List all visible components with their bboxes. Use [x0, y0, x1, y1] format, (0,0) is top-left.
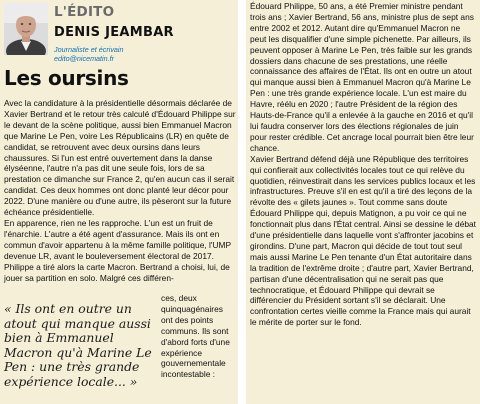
paragraph: Édouard Philippe, 50 ans, a été Premier ministre pendant trois ans ; Xavier Bertrand, 56 ans, ministre plus de sept ans entre 2002 et 2012. Autant dire qu'Emmanuel Macron ne peut les disqualifier d'une simple pichenette. Par ailleurs, ils peuvent opposer à Marine Le Pen, très faible sur les grands dossiers dans chacune de ses prestations, une réelle connaissance des affaires de l'État. Ils ont en outre un atout qui manque aussi bien à Emmanuel Macron qu'à Marine Le Pen : une très grande expérience locale. L'un est maire du Havre, réélu en 2020 ; l'autre Président de la région des Hauts-de-France qu'il a enlevée à la gauche en 2016 et qu'il lui faudra conserver lors des élections régionales de juin pour rester crédible. Cet ancrage local pourrait bien être leur chance. [250, 1, 474, 153]
author-portrait-icon [4, 3, 48, 55]
article-body-narrow: ces, deux quinquagénaires ont des points communs. Ils sont d'abord forts d'une expérience gouvernementale incontestable : [161, 293, 230, 380]
editorial-right-column [246, 0, 480, 404]
paragraph: Xavier Bertrand défend déjà une République des territoires qui confierait aux collectivités locales tout ce qui relève du quotidien, réinvestirait dans les services publics locaux et les infrastructures. Preuve s'il en est qu'il a tiré des leçons de la révolte des « gilets jaunes ». Tout comme sans doute Édouard Philippe qui, depuis Matignon, a pu voir ce qui ne fonctionnait plus dans l'État central. Ainsi se dessine le débat d'une présidentielle dans laquelle vont s'affronter jacobins et girondins. D'une part, Macron qui décide de tout tout seul mais aussi Marine Le Pen tenante d'un État autoritaire dans la tradition de l'extrême droite ; d'autre part, Xavier Bertrand, partisan d'une décentralisation qui ne serait pas que technocratique, et Édouard Philippe qui devrait se différencier du Président sortant s'il se déclarait. Une confrontation certes vieille comme la France mais qui aurait le mérite de porter sur le fond. [250, 153, 477, 328]
article-body-continued [250, 1, 477, 328]
author-photo [4, 3, 48, 55]
column-gutter [238, 0, 246, 404]
article-headline: Les oursins [4, 66, 129, 90]
editorial-left-column [0, 0, 238, 404]
author-email-link[interactable]: edito@nicematin.fr [54, 54, 115, 63]
section-label: L'ÉDITO [54, 4, 115, 20]
article-body-lead [4, 98, 236, 283]
author-name: DENIS JEAMBAR [54, 25, 174, 40]
pull-quote: « Ils ont en outre un atout qui manque aussi bien à Emmanuel Macron qu'à Marine Le Pen : une très grande expérience locale... » [4, 301, 152, 389]
paragraph: En apparence, rien ne les rapproche. L'un est un fruit de l'énarchie. L'autre a été agent d'assurance. Mais ils ont en commun d'avoir appartenu à la même famille politique, l'UMP devenue LR, avant le bouleversement électoral de 2017. Philippe a tiré alors la carte Macron. Bertrand a choisi, lui, de jouer sa partition en solo. Malgré ces différen- [4, 217, 231, 283]
author-role: Journaliste et écrivain [54, 45, 124, 54]
paragraph: Avec la candidature à la présidentielle désormais déclarée de Xavier Bertrand et le retour très calculé d'Édouard Philippe sur le devant de la scène politique, aussi bien Emmanuel Macron que Marine Le Pen, voire Les Républicains (LR) en quête de candidat, se retrouvent avec deux oursins dans leurs chaussures. Si l'un est entré ouvertement dans la danse élyséenne, l'autre n'a pas dit une seule fois, lors de sa prestation ce dimanche sur France 2, qu'en aucun cas il serait candidat. Ces deux hommes ont donc planté leur décor pour 2022. D'une manière ou d'une autre, ils pèseront sur la future échéance présidentielle. [4, 98, 236, 218]
